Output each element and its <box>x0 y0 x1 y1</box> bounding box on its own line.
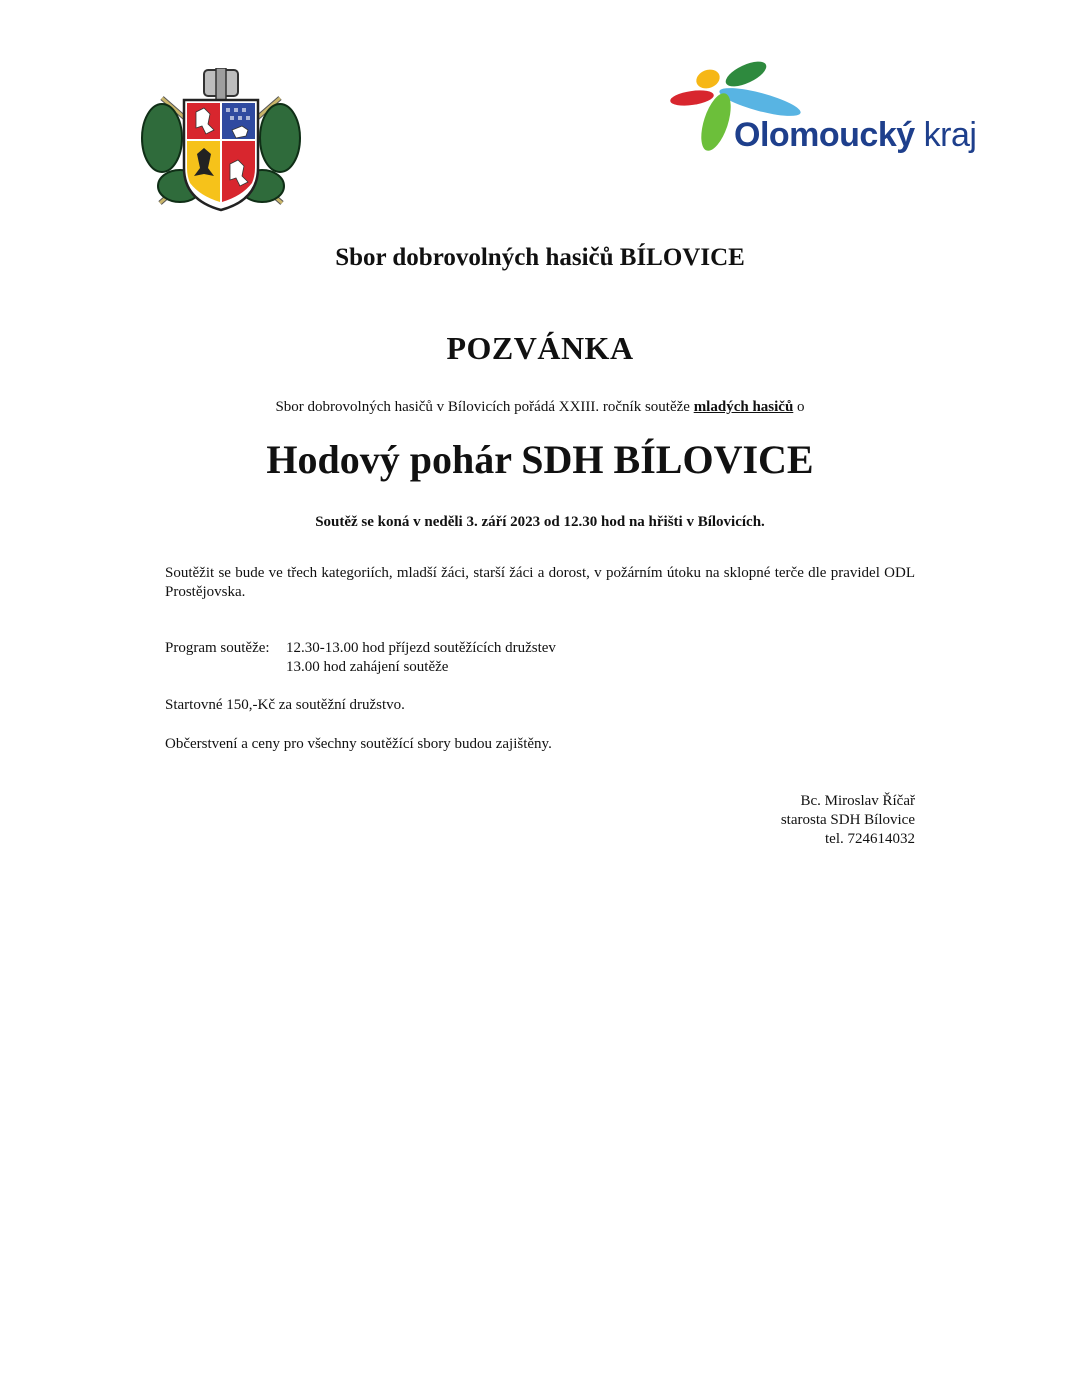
event-date-line: Soutěž se koná v neděli 3. září 2023 od 12.30 hod na hřišti v Bílovicích. <box>315 514 765 530</box>
invitation-heading: POZVÁNKA <box>446 330 634 366</box>
kraj-logo-text-bold: Olomoucký <box>734 116 915 154</box>
entry-fee-line: Startovné 150,-Kč za soutěžní družstvo. <box>165 697 405 713</box>
signature-phone: tel. 724614032 <box>825 831 915 847</box>
program-item: 13.00 hod zahájení soutěže <box>286 659 449 675</box>
fire-brigade-emblem <box>140 68 302 216</box>
organization-title: Sbor dobrovolných hasičů BÍLOVICE <box>335 244 745 271</box>
refreshments-line: Občerstvení a ceny pro všechny soutěžící sbory budou zajištěny. <box>165 736 552 752</box>
signature-role: starosta SDH Bílovice <box>780 812 915 828</box>
event-title: Hodový pohár SDH BÍLOVICE <box>266 437 814 482</box>
program-label: Program soutěže: <box>165 640 270 656</box>
intro-text-after: o <box>793 399 805 415</box>
program-item: 12.30-13.00 hod příjezd soutěžících družstev <box>286 640 556 656</box>
intro-underlined-text: mladých hasičů <box>693 399 794 415</box>
signature-name: Bc. Miroslav Říčař <box>800 793 915 809</box>
intro-line <box>0 399 1080 416</box>
categories-paragraph: Soutěžit se bude ve třech kategoriích, mladší žáci, starší žáci a dorost, v požárním útoku na sklopné terče dle pravidel ODL Prostějovska. <box>165 565 915 600</box>
intro-text-before: Sbor dobrovolných hasičů v Bílovicích pořádá XXIII. ročník soutěže <box>275 399 694 415</box>
signature-block <box>781 792 915 849</box>
kraj-logo-text-light: kraj <box>923 116 977 154</box>
kraj-logo-text <box>734 116 976 155</box>
